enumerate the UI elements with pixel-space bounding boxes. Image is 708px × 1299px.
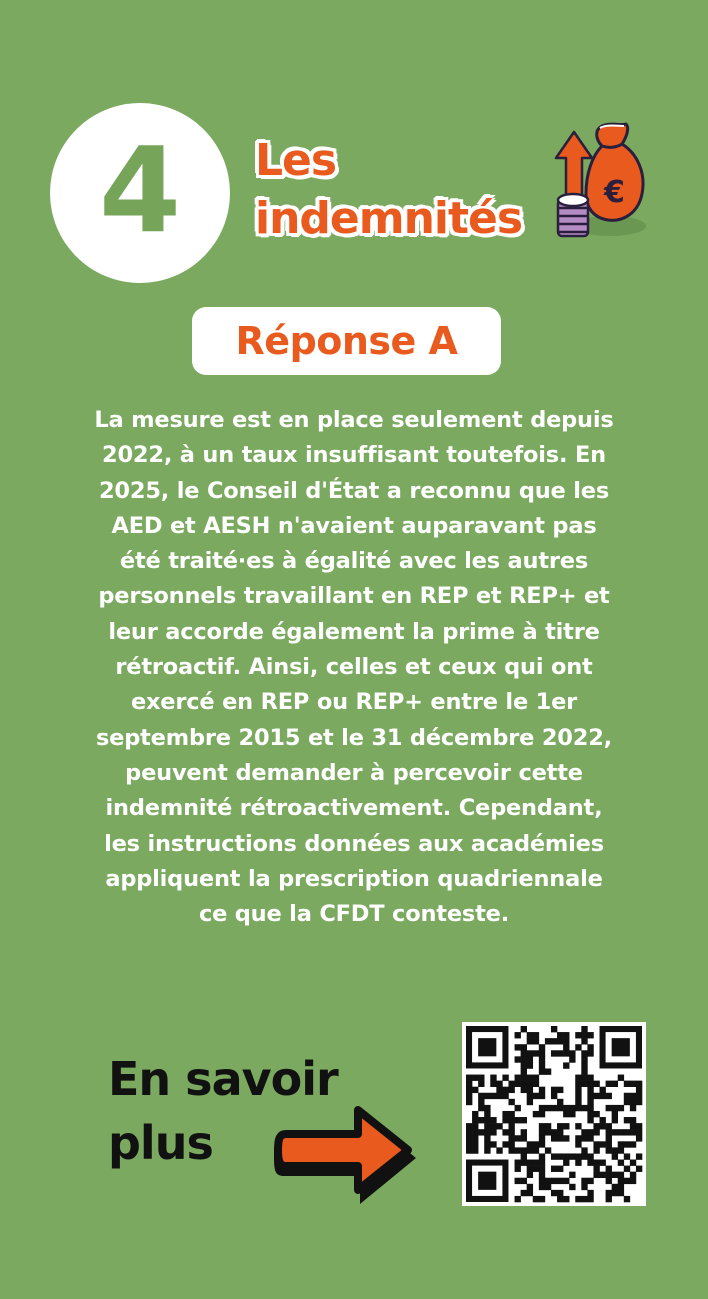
svg-text:€: € [604,175,625,210]
text-line: été traité·es à égalité avec les autres [119,548,589,575]
text-line: AED et AESH n'avaient auparavant pas [111,512,597,539]
text-line: rétroactif. Ainsi, celles et ceux qui ont [115,654,593,681]
text-line: appliquent la prescription quadriennale [105,865,603,892]
money-bag-icon [552,118,648,248]
number-badge [50,103,230,283]
text-line: 2025, le Conseil d'État a reconnu que les [98,477,610,504]
answer-label: Réponse A [235,319,458,363]
answer-badge [192,307,501,375]
page-title [255,132,522,248]
text-line: indemnité rétroactivement. Cependant, [105,795,603,822]
title-line-2: indemnités [255,193,523,244]
text-line: ce que la CFDT conteste. [198,901,510,928]
text-line: exercé en REP ou REP+ entre le 1er [130,689,578,716]
text-line: leur accorde également la prime à titre [108,618,600,645]
text-line: personnels travaillant en REP et REP+ et [98,583,610,610]
arrow-right-icon [272,1098,422,1208]
title-line-1: Les [255,135,337,186]
learn-more-line-2: plus [108,1116,213,1170]
learn-more-line-1: En savoir [108,1052,338,1106]
text-line: peuvent demander à percevoir cette [125,759,583,786]
text-line: les instructions données aux académies [104,830,604,857]
text-line: 2022, à un taux insuffisant toutefois. En [102,442,606,469]
explanation-text [30,403,678,932]
text-line: La mesure est en place seulement depuis [94,407,614,433]
text-line: septembre 2015 et le 31 décembre 2022, [95,724,613,751]
number-label: 4 [98,121,182,259]
qr-code[interactable] [462,1022,646,1206]
